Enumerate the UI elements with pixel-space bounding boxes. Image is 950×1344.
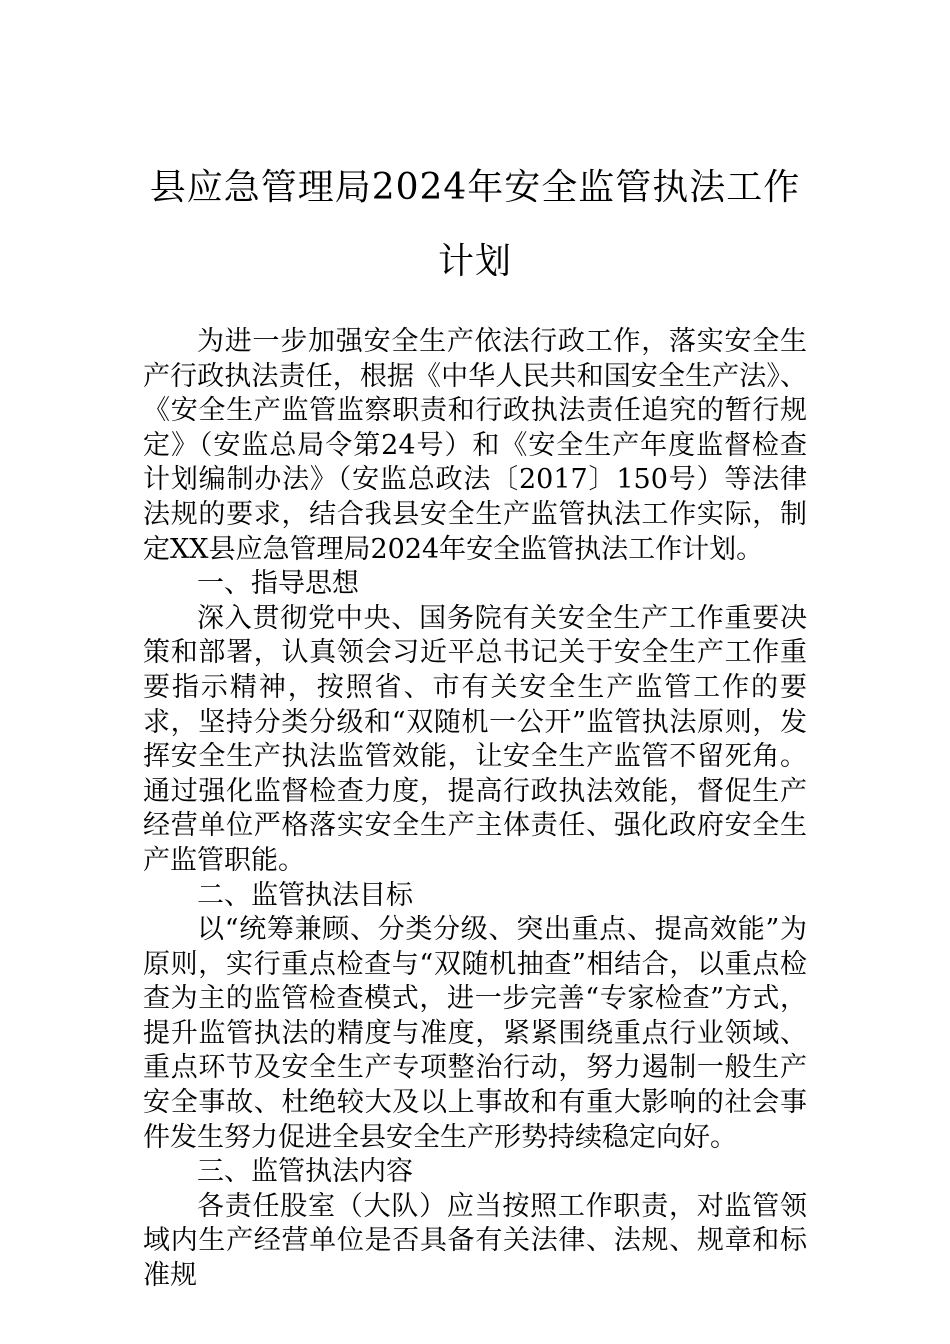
section-heading-enforcement-goals: 二、监管执法目标 bbox=[197, 879, 413, 911]
document-body bbox=[143, 325, 807, 1294]
guiding-ideology-paragraph: 深入贯彻党中央、国务院有关安全生产工作重要决策和部署，认真领会习近平总书记关于安全生产工作重要指示精神，按照省、市有关安全生产监管工作的要求，坚持分类分级和“双随机一公开”监管执法原则，发挥安全生产执法监管效能，让安全生产监管不留死角。通过强化监督检查力度，提高行政执法效能，督促生产经营单位严格落实安全生产主体责任、强化政府安全生产监管职能。 bbox=[143, 602, 807, 876]
enforcement-content-paragraph: 各责任股室（大队）应当按照工作职责，对监管领域内生产经营单位是否具备有关法律、法规、规章和标准规 bbox=[143, 1190, 807, 1292]
enforcement-goals-paragraph: 以“统筹兼顾、分类分级、突出重点、提高效能”为原则，实行重点检查与“双随机抽查”相结合，以重点检查为主的监管检查模式，进一步完善“专家检查”方式，提升监管执法的精度与准度，紧紧围绕重点行业领域、重点环节及安全生产专项整治行动，努力遏制一般生产安全事故、杜绝较大及以上事故和有重大影响的社会事件发生努力促进全县安全生产形势持续稳定向好。 bbox=[143, 914, 807, 1153]
section-heading-enforcement-content: 三、监管执法内容 bbox=[197, 1156, 413, 1188]
document-title: 县应急管理局2024年安全监管执法工作计划 bbox=[149, 167, 801, 282]
intro-paragraph: 为进一步加强安全生产依法行政工作，落实安全生产行政执法责任，根据《中华人民共和国安全生产法》、《安全生产监管监察职责和行政执法责任追究的暂行规定》（安监总局令第24号）和《安全生产年度监督检查计划编制办法》（安监总政法〔2017〕150号）等法律法规的要求，结合我县安全生产监管执法工作实际，制定XX县应急管理局2024年安全监管执法工作计划。 bbox=[143, 326, 807, 565]
section-heading-guiding-ideology: 一、指导思想 bbox=[197, 568, 359, 600]
